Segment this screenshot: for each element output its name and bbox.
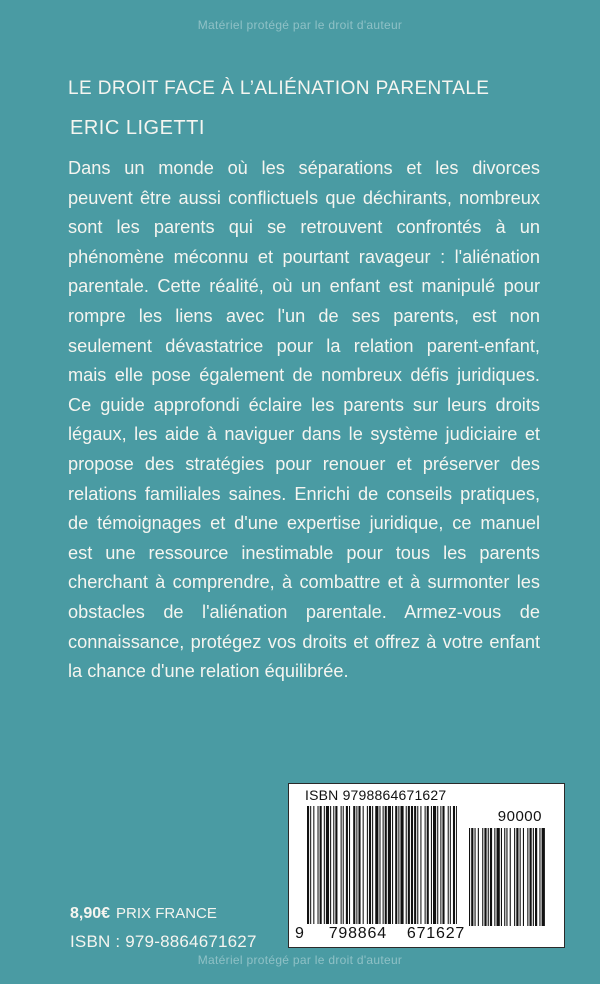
barcode-bar bbox=[375, 806, 378, 924]
barcode-price-addon: 90000 bbox=[497, 808, 542, 825]
barcode-bar bbox=[326, 806, 329, 924]
addon-barcode-bar bbox=[539, 828, 540, 926]
addon-barcode-bar bbox=[516, 828, 518, 926]
barcode-isbn-label: ISBN 9798864671627 bbox=[305, 787, 447, 803]
addon-barcode-bar bbox=[504, 828, 505, 926]
barcode-bar bbox=[395, 806, 397, 924]
barcode-digit-first: 9 bbox=[295, 925, 305, 942]
addon-barcode-bar bbox=[501, 828, 502, 926]
addon-barcode-bars bbox=[469, 828, 545, 926]
barcode-bar bbox=[425, 806, 426, 924]
barcode-bar bbox=[414, 806, 416, 924]
barcode-bar bbox=[450, 806, 451, 924]
addon-barcode-bar bbox=[475, 828, 476, 926]
barcode-bar bbox=[431, 806, 432, 924]
barcode-bar bbox=[363, 806, 364, 924]
barcode-bar bbox=[330, 806, 331, 924]
barcode-bar bbox=[333, 806, 334, 924]
addon-barcode-bar bbox=[523, 828, 524, 926]
barcode-bar bbox=[349, 806, 350, 924]
price-label: PRIX FRANCE bbox=[116, 905, 217, 922]
addon-barcode-bar bbox=[510, 828, 511, 926]
barcode-digit-group-2: 671627 bbox=[406, 925, 466, 942]
addon-barcode-bar bbox=[469, 828, 470, 926]
addon-barcode-bar bbox=[514, 828, 515, 926]
barcode-bar bbox=[343, 806, 344, 924]
barcode-bar bbox=[341, 806, 342, 924]
barcode-bar bbox=[392, 806, 393, 924]
barcode-bar bbox=[369, 806, 371, 924]
barcode-bar bbox=[427, 806, 429, 924]
barcode-bar bbox=[310, 806, 311, 924]
barcode-bar bbox=[398, 806, 399, 924]
copyright-watermark-bottom: Matériel protégé par le droit d'auteur bbox=[197, 953, 403, 967]
barcode-bar bbox=[367, 806, 368, 924]
barcode-bar bbox=[372, 806, 373, 924]
barcode-bar bbox=[448, 806, 449, 924]
barcode-bar bbox=[346, 806, 348, 924]
barcode-bar bbox=[388, 806, 391, 924]
addon-barcode-bar bbox=[484, 828, 486, 926]
addon-barcode-bar bbox=[527, 828, 528, 926]
addon-barcode-bar bbox=[520, 828, 521, 926]
back-cover-blurb: Dans un monde où les séparations et les divorces peuvent être aussi conflictuels que déchirants, nombreux sont les parents qui se retrouvent confrontés à un phénomène méconnu et pourtant ravageur : l'aliénation parentale. Cette réalité, où un enfant est manipulé pour rompre les liens avec l'un de ses parents, est non seulement dévastatrice pour la relation parent-enfant, mais elle pose également de nombreux défis juridiques. Ce guide approfondi éclaire les parents sur leurs droits légaux, les aide à naviguer dans le système judiciaire et propose des stratégies pour renouer et préserver des relations familiales saines. Enrichi de conseils pratiques, de témoignages et d'une expertise juridique, ce manuel est une ressource inestimable pour tous les parents cherchant à comprendre, à combattre et à surmonter les obstacles de l'aliénation parentale. Armez-vous de connaissance, protégez vos droits et offrez à votre enfant la chance d'une relation équilibrée. bbox=[68, 158, 540, 682]
barcode-bar bbox=[411, 806, 413, 924]
barcode-bar bbox=[356, 806, 357, 924]
book-title: LE DROIT FACE À L’ALIÉNATION PARENTALE bbox=[68, 78, 490, 99]
barcode-bar bbox=[358, 806, 360, 924]
barcode-bar bbox=[437, 806, 438, 924]
barcode-bar bbox=[453, 806, 455, 924]
barcode-bar bbox=[420, 806, 421, 924]
barcode-bar bbox=[318, 806, 319, 924]
ean-barcode-bars bbox=[307, 806, 457, 924]
addon-barcode-bar bbox=[506, 828, 507, 926]
barcode-bar bbox=[335, 806, 337, 924]
price-amount: 8,90€ bbox=[70, 905, 111, 922]
addon-barcode-bar bbox=[490, 828, 492, 926]
barcode-bar bbox=[433, 806, 436, 924]
barcode-digits bbox=[295, 925, 557, 943]
addon-barcode-bar bbox=[478, 828, 479, 926]
barcode-bar bbox=[408, 806, 410, 924]
barcode-bar bbox=[417, 806, 418, 924]
barcode-bar bbox=[379, 806, 380, 924]
addon-barcode-bar bbox=[530, 828, 532, 926]
barcode-bar bbox=[385, 806, 387, 924]
barcode-bar bbox=[313, 806, 314, 924]
book-author: ERIC LIGETTI bbox=[70, 117, 205, 139]
addon-barcode-bar bbox=[535, 828, 537, 926]
barcode-bar bbox=[383, 806, 384, 924]
barcode-digit-group-1: 798864 bbox=[328, 925, 387, 942]
addon-barcode-bar bbox=[542, 828, 545, 926]
copyright-watermark-top: Matériel protégé par le droit d'auteur bbox=[197, 18, 403, 32]
addon-barcode-bar bbox=[482, 828, 483, 926]
isbn-barcode bbox=[288, 783, 565, 948]
barcode-bar bbox=[456, 806, 457, 924]
barcode-bar bbox=[353, 806, 355, 924]
addon-barcode-bar bbox=[471, 828, 473, 926]
isbn-text: ISBN : 979-8864671627 bbox=[70, 932, 257, 951]
barcode-bar bbox=[307, 806, 309, 924]
addon-barcode-bar bbox=[497, 828, 500, 926]
barcode-bar bbox=[320, 806, 322, 924]
addon-barcode-bar bbox=[494, 828, 495, 926]
addon-barcode-bar bbox=[488, 828, 489, 926]
price-line bbox=[70, 905, 217, 923]
barcode-bar bbox=[324, 806, 325, 924]
barcode-bar bbox=[406, 806, 407, 924]
barcode-bar bbox=[400, 806, 403, 924]
barcode-bar bbox=[440, 806, 441, 924]
barcode-bar bbox=[442, 806, 444, 924]
addon-barcode-bar bbox=[533, 828, 534, 926]
